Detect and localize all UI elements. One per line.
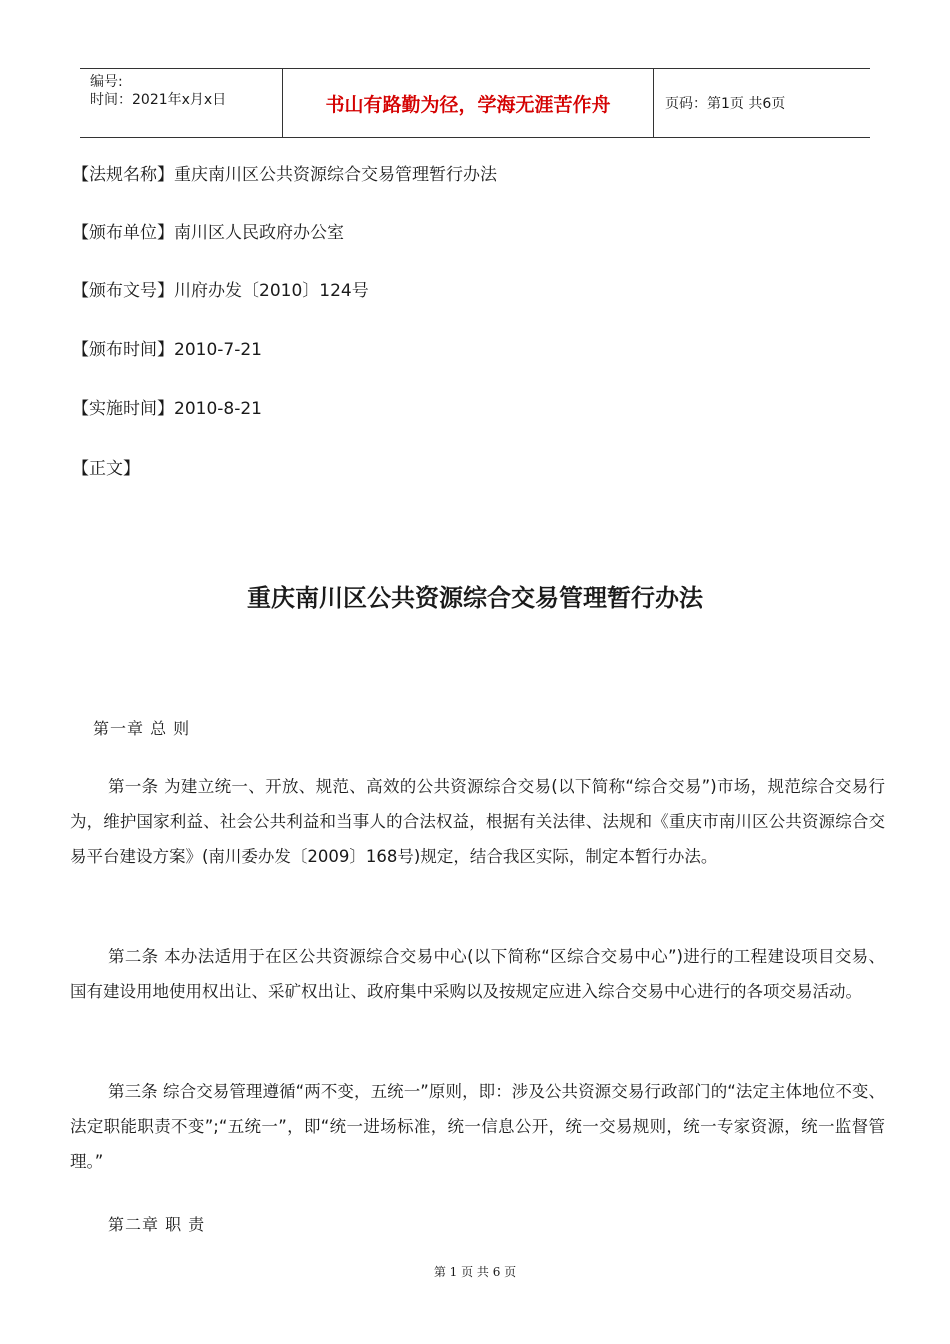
article-2: 第二条 本办法适用于在区公共资源综合交易中心(以下简称“区综合交易中心”)进行的工程建设项目交易、国有建设用地使用权出让、采矿权出让、政府集中采购以及按规定应进入综合交易中心进行的各项交易活动。	[70, 947, 885, 1001]
meta-body-label: 【正文】	[72, 459, 140, 479]
meta-doc-no: 【颁布文号】川府办发〔2010〕124号	[72, 281, 369, 301]
article-3: 第三条 综合交易管理遵循“两不变，五统一”原则，即：涉及公共资源交易行政部门的“法定主体地位不变、法定职能职责不变”;“五统一”，即“统一进场标准，统一信息公开，统一交易规则，统一专家资源，统一监督管理。”	[70, 1082, 885, 1171]
page-label: 页码：第1页 共6页	[665, 96, 786, 112]
chapter-2-heading: 第二章 职 责	[108, 1215, 206, 1234]
code-label: 编号:	[90, 74, 123, 90]
meta-effective-date: 【实施时间】2010-8-21	[72, 399, 262, 419]
document-title: 重庆南川区公共资源综合交易管理暂行办法	[247, 584, 703, 612]
meta-issue-date: 【颁布时间】2010-7-21	[72, 340, 262, 360]
chapter-1-heading: 第一章 总 则	[93, 719, 191, 738]
time-label: 时间：2021年x月x日	[90, 92, 227, 108]
header-table	[80, 68, 870, 138]
header-left-cell	[80, 69, 283, 137]
motto: 书山有路勤为径，学海无涯苦作舟	[283, 69, 654, 137]
article-1: 第一条 为建立统一、开放、规范、高效的公共资源综合交易(以下简称“综合交易”)市场，规范综合交易行为，维护国家利益、社会公共利益和当事人的合法权益，根据有关法律、法规和《重庆市南川区公共资源综合交易平台建设方案》(南川委办发〔2009〕168号)规定，结合我区实际，制定本暂行办法。	[70, 777, 885, 866]
page-footer: 第 1 页 共 6 页	[433, 1265, 517, 1279]
meta-issuer: 【颁布单位】南川区人民政府办公室	[72, 223, 344, 243]
meta-law-name: 【法规名称】重庆南川区公共资源综合交易管理暂行办法	[72, 165, 497, 185]
